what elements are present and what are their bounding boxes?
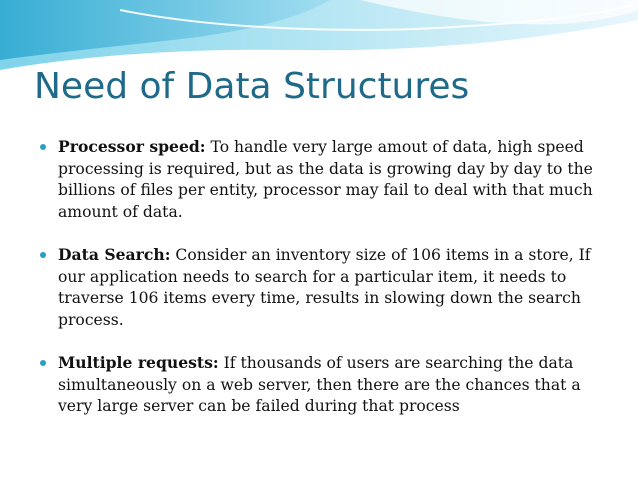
bullet-list	[40, 136, 610, 418]
bullet-text: Consider an inventory size of 106 items in a store, If our application needs to search for a particular item, it needs to traverse 106 items every time, results in slowing down the search process.	[58, 246, 591, 329]
slide-title: Need of Data Structures	[34, 66, 470, 107]
bullet-text: To handle very large amout of data, high speed processing is required, but as the data is growing day by day to the billions of files per entity, processor may fail to deal with that much amount of data.	[58, 138, 593, 221]
bullet-heading: Data Search:	[58, 245, 171, 264]
bullet-data-search	[40, 244, 610, 331]
bullet-dot-icon	[40, 144, 46, 150]
bullet-dot-icon	[40, 360, 46, 366]
bullet-dot-icon	[40, 252, 46, 258]
bullet-heading: Multiple requests:	[58, 353, 219, 372]
bullet-text: If thousands of users are searching the data simultaneously on a web server, then there are the chances that a very large server can be failed during that process	[58, 354, 581, 415]
bullet-processor-speed	[40, 136, 610, 223]
bullet-heading: Processor speed:	[58, 137, 206, 156]
bullet-multiple-requests	[40, 352, 610, 418]
